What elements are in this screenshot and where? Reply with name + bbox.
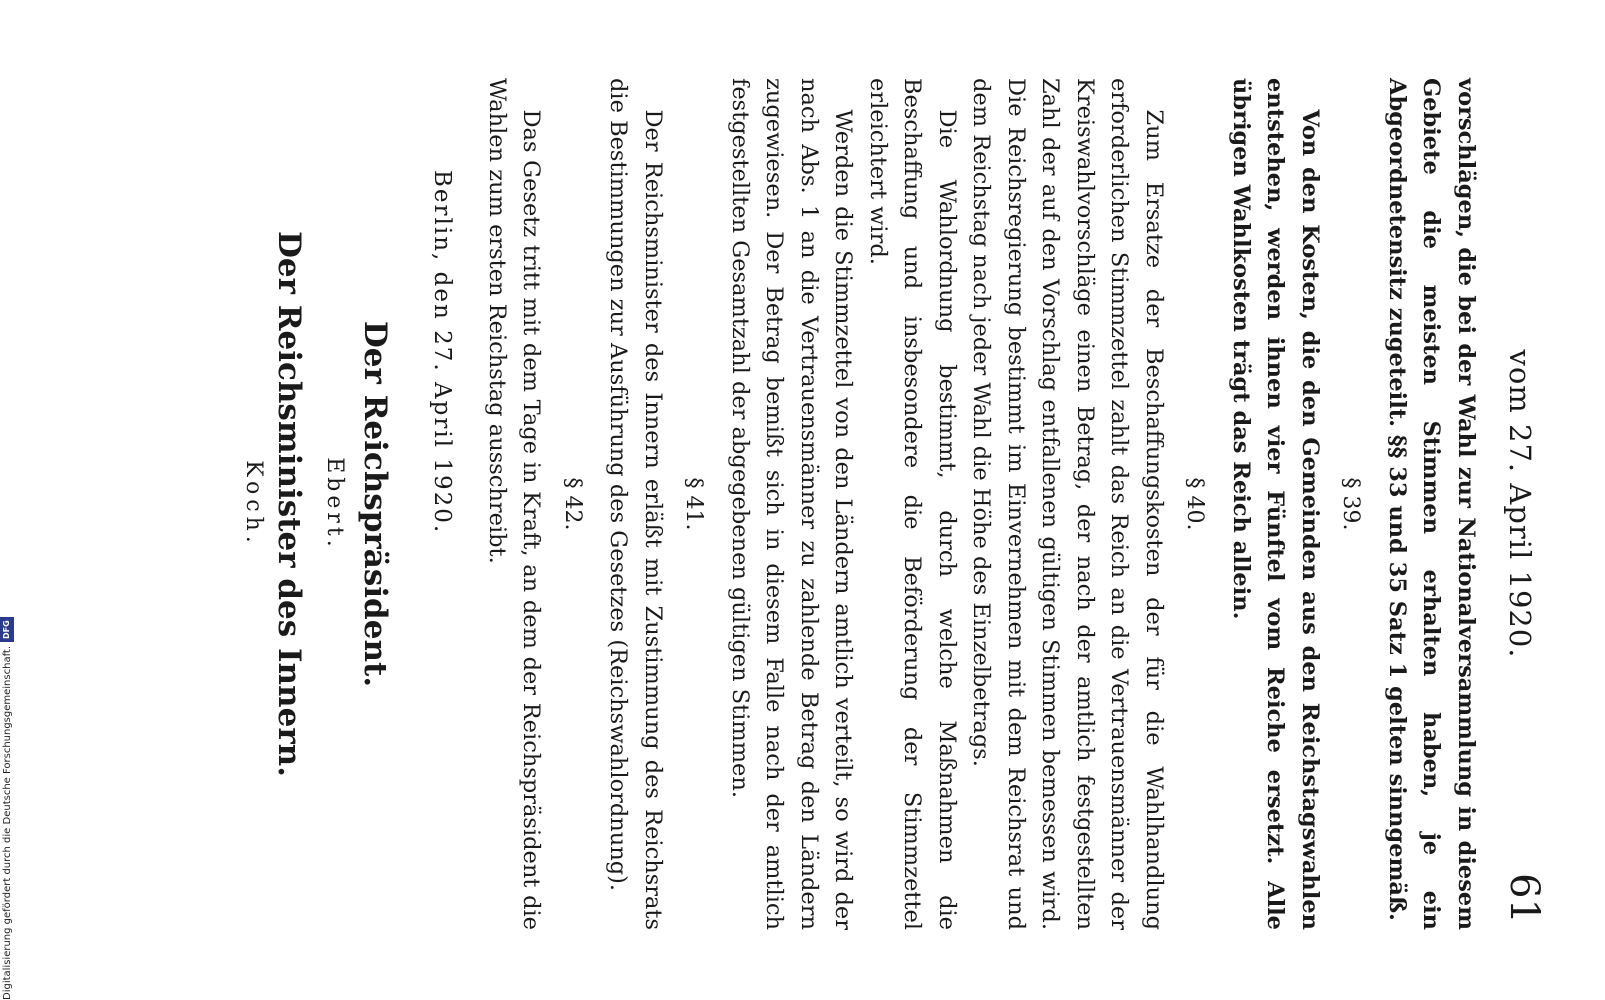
section-heading-39: § 39. — [1338, 477, 1364, 531]
page-number: 61 — [1501, 873, 1547, 924]
intro-paragraph: vorschlägen, die bei der Wahl zur Nationalversammlung in diesem Gebiete die meisten Stimmen erhalten haben, je ein Abgeordnetensitz zugeteilt. §§ 33 und 35 Satz 1 gelten sinngemäß. — [1384, 78, 1479, 930]
header-date: vom 27. April 1920. — [1503, 349, 1537, 659]
section-heading-42: § 42. — [560, 477, 585, 531]
section-42-paragraph: Das Gesetz tritt mit dem Tage in Kraft, an dem der Reichspräsident die Wahlen zum ersten Reichstag ausschreibt. — [484, 78, 545, 930]
closing-place-date: Berlin, den 27. April 1920. — [429, 170, 456, 535]
president-signature: Ebert. — [322, 457, 347, 551]
section-40-paragraph-1: Zum Ersatze der Beschaffungskosten der für die Wahlhandlung erforderlichen Stimmzettel zahlt das Reich an die Vertrauensmänner der Kreiswahlvorschläge einen Betrag, der nach der amtlich festgestellten Zahl der auf den Vorschlag entfallenen gültigen Stimmen bemessen wird. Die Reichsregierung bestimmt im Einvernehmen mit dem Reichsrat und dem Reichstag nach jeder Wahl die Höhe des Einzelbetrags. — [968, 78, 1167, 930]
minister-signature: Koch. — [241, 460, 266, 548]
section-39-paragraph: Von den Kosten, die den Gemeinden aus den Reichstagswahlen entstehen, werden ihnen vier Fünftel vom Reiche ersetzt. Alle übrigen Wahlkosten trägt das Reich allein. — [1228, 78, 1323, 930]
dfg-logo: DFG — [0, 617, 14, 642]
section-40-paragraph-3: Werden die Stimmzettel von den Ländern amtlich verteilt, so wird der nach Abs. 1 an die Vertrauensmänner zu zahlende Betrag den Ländern zugewiesen. Der Betrag bemißt sich in diesem Falle nach der amtlich festgestellten Gesamtzahl der abgegebenen gültigen Stimmen. — [727, 78, 857, 930]
section-heading-40: § 40. — [1182, 477, 1208, 531]
section-heading-41: § 41. — [681, 477, 707, 531]
president-title: Der Reichspräsident. — [357, 320, 393, 688]
page-header — [1483, 78, 1547, 930]
section-40-paragraph-2: Die Wahlordnung bestimmt, durch welche Maßnahmen die Beschaffung und insbesondere die Beförderung der Stimmzettel erleichtert wird. — [865, 78, 960, 930]
funding-note — [0, 620, 14, 1000]
signature-block — [236, 78, 396, 930]
funding-note-text: Digitalisierung gefördert durch die Deutsche Forschungsgemeinschaft. — [2, 645, 13, 1000]
document-body — [236, 78, 1484, 930]
section-41-paragraph: Der Reichsminister des Innern erläßt mit Zustimmung des Reichsrats die Bestimmungen zur Ausführung des Gesetzes (Reichswahlordnung). — [605, 78, 666, 930]
minister-title: Der Reichsminister des Innern. — [271, 231, 308, 777]
